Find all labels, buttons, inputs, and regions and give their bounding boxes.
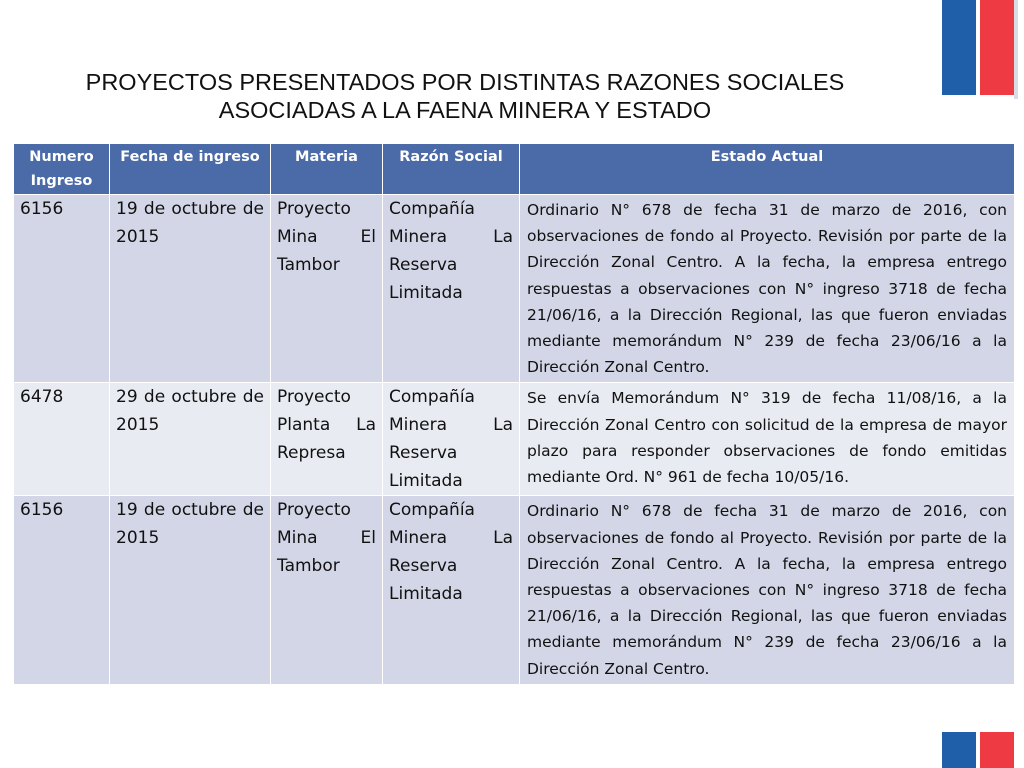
cell-fecha: 19 de octubre de 2015 (110, 195, 271, 383)
cell-razon-social: Compañía Minera La Reserva Limitada (383, 195, 520, 383)
projects-table (13, 143, 1015, 685)
flag-stripe-bottom (942, 732, 1014, 768)
cell-numero: 6156 (14, 496, 110, 684)
flag-stripe-top (942, 0, 1014, 95)
cell-materia: Proyecto Mina El Tambor (271, 195, 383, 383)
cell-materia: Proyecto Planta La Represa (271, 383, 383, 496)
flag-red-band (980, 732, 1014, 768)
page-title (40, 68, 890, 124)
cell-materia: Proyecto Mina El Tambor (271, 496, 383, 684)
flag-red-band (980, 0, 1014, 95)
table-row (14, 383, 1015, 496)
cell-fecha: 19 de octubre de 2015 (110, 496, 271, 684)
flag-shadow (1014, 0, 1018, 99)
table-row (14, 496, 1015, 684)
title-line-2: ASOCIADAS A LA FAENA MINERA Y ESTADO (218, 97, 712, 123)
header-materia: Materia (271, 144, 383, 195)
cell-numero: 6478 (14, 383, 110, 496)
cell-numero: 6156 (14, 195, 110, 383)
header-estado-actual: Estado Actual (520, 144, 1015, 195)
cell-estado: Ordinario N° 678 de fecha 31 de marzo de 2016, con observaciones de fondo al Proyecto. Revisión por parte de la Dirección Zonal Centro. A la fecha, la empresa entrego respuestas a observaciones con N° ingreso 3718 de fecha 21/06/16, a la Dirección Regional, las que fueron enviadas mediante memorándum N° 239 de fecha 23/06/16 a la Dirección Zonal Centro. (520, 496, 1015, 684)
table-header-row (14, 144, 1015, 195)
header-numero-ingreso: Numero Ingreso (14, 144, 110, 195)
header-fecha-ingreso: Fecha de ingreso (110, 144, 271, 195)
cell-fecha: 29 de octubre de 2015 (110, 383, 271, 496)
cell-estado: Ordinario N° 678 de fecha 31 de marzo de 2016, con observaciones de fondo al Proyecto. Revisión por parte de la Dirección Zonal Centro. A la fecha, la empresa entrego respuestas a observaciones con N° ingreso 3718 de fecha 21/06/16, a la Dirección Regional, las que fueron enviadas mediante memorándum N° 239 de fecha 23/06/16 a la Dirección Zonal Centro. (520, 195, 1015, 383)
title-line-1: PROYECTOS PRESENTADOS POR DISTINTAS RAZONES SOCIALES (85, 69, 845, 95)
cell-estado: Se envía Memorándum N° 319 de fecha 11/08/16, a la Dirección Zonal Centro con solicitud de la empresa de mayor plazo para responder observaciones de fondo emitidas mediante Ord. N° 961 de fecha 10/05/16. (520, 383, 1015, 496)
cell-razon-social: Compañía Minera La Reserva Limitada (383, 383, 520, 496)
table-row (14, 195, 1015, 383)
cell-razon-social: Compañía Minera La Reserva Limitada (383, 496, 520, 684)
flag-blue-band (942, 0, 976, 95)
flag-blue-band (942, 732, 976, 768)
header-razon-social: Razón Social (383, 144, 520, 195)
